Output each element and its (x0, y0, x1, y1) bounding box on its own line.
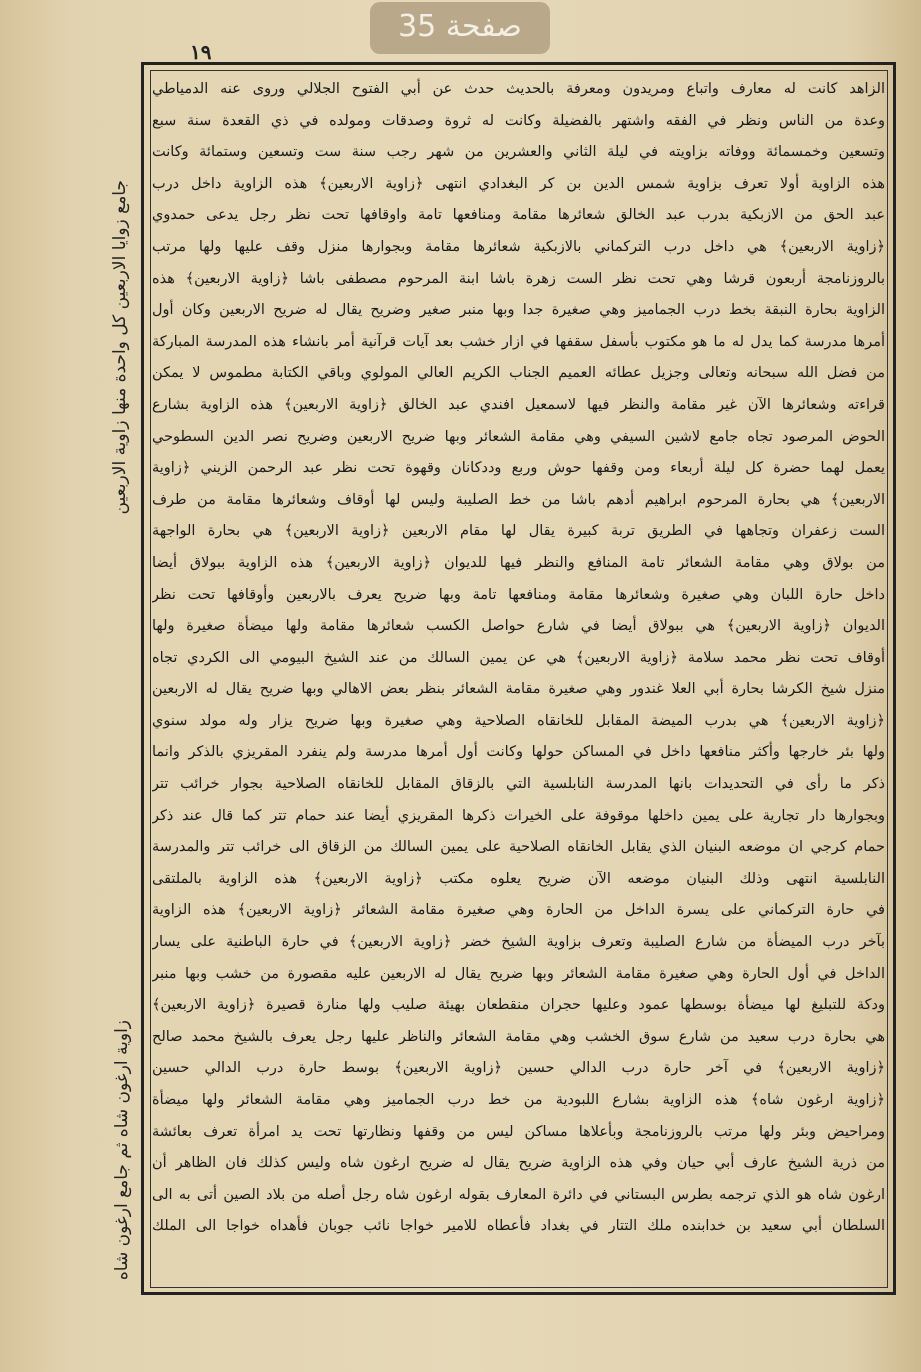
body-text (152, 74, 885, 1243)
text-line: عبد الحق من الازبكية بدرب عبد الخالق شعائرها مقامة ومنافعها تامة واوقافها تحت نظر رجل يدعى حمدوي (152, 207, 885, 224)
text-line: من ذرية الشيخ عارف أبي حيان وفي هذه الزاوية ضريح يقال له ضريح ارغون شاه وليس كذلك فان الظاهر أن (152, 1155, 885, 1172)
text-line: الزاوية بحارة النبقة بخط درب الجماميز وهي صغيرة جدا وبها منبر صغير وضريح يقال له ضريح الاربعين وكان أول (152, 302, 885, 319)
text-line: أوقاف تحت نظر محمد سلامة ﴿زاوية الاربعين﴾ هي عن يمين السالك من عند الشيخ البيومي الى الكردي تجاه (152, 649, 885, 666)
text-line: ومراحيض وبئر ولها مرتب بالروزنامجة وبأعلاها مساكن ليس من وقفها ونظارتها تحت يد امرأة تعرف بعائشة (152, 1123, 885, 1140)
page-number-badge: صفحة 35 (370, 2, 550, 54)
text-line: الديوان ﴿زاوية الاربعين﴾ هي ببولاق أيضا في شارع حواصل الكسب شعائرها مقامة ولها ميضأة صغيرة ولها (152, 618, 885, 635)
text-line: في حارة التركماني على يسرة الداخل من الحارة وهي صغيرة مقامة الشعائر ﴿زاوية الاربعين﴾ هذه الزاوية (152, 902, 885, 919)
margin-note-top: جامع زوايا الاربعين كل واحدة منها زاوية الاربعين (110, 180, 130, 515)
text-line: ﴿زاوية الاربعين﴾ في آخر حارة درب الدالي حسين ﴿زاوية الاربعين﴾ بوسط حارة درب الدالي حسين (152, 1060, 885, 1077)
printed-page-number: ١٩ (190, 40, 212, 64)
text-line: قراءته وشعائرها الآن غير مقامة والنظر فيها لاسمعيل افندي عبد الخالق ﴿زاوية الاربعين﴾ هذه الزاوية بشارع (152, 396, 885, 413)
text-line: حمام كرجي ان موضعه البنيان الذي يقابل الخانقاه الصلاحية على يمين السالك من الزقاق الى خرائب تتر والمدرسة (152, 839, 885, 856)
text-line: ارغون شاه هو الذي ترجمه بطرس البستاني في دائرة المعارف بقوله ارغون شاه رجل أصله من بلاد الصين أتى به الى (152, 1186, 885, 1203)
text-line: السلطان أبي سعيد بن خدابنده ملك التتار في بغداد فأعطاه للامير خواجا نائب جوبان فأهداه خواجا الى الملك (152, 1218, 885, 1235)
text-line: ﴿زاوية الاربعين﴾ هي داخل درب التركماني بالازبكية شعائرها مقامة وبجوارها منزل وقف عليها ولها مرتب (152, 238, 885, 255)
text-line: هذه الزاوية أولا تعرف بزاوية شمس الدين بن كر البغدادي انتهى ﴿زاوية الاربعين﴾ هذه الزاوية داخل درب (152, 175, 885, 192)
text-line: هي بحارة درب سعيد من شارع سوق الخشب وهي مقامة الشعائر والناظر عليها رجل يعرف بالشيخ محمد صالح (152, 1028, 885, 1045)
text-line: داخل حارة اللبان وهي صغيرة وشعائرها مقامة ومنافعها تامة وبها ضريح يعرف بالاربعين وأوقافها تحت نظر (152, 586, 885, 603)
text-line: بالروزنامجة أربعون قرشا وهي تحت نظر الست زهرة باشا ابنة المرحوم مصطفى باشا ﴿زاوية الاربعين﴾ هذه (152, 270, 885, 287)
text-line: الزاهد كانت له معارف واتباع ومريدون ومعرفة بالحديث حدث عن أبي الفتوح الجلالي وروى عنه الدمياطي (152, 81, 885, 97)
text-line: بآخر درب الميضأة من شارع الصليبة وتعرف بزاوية الشيخ خضر ﴿زاوية الاربعين﴾ في حارة الباطنية على يسار (152, 934, 885, 951)
text-line: الست زعفران وتجاهها في الطريق تربة كبيرة يقال لها مقام الاربعين ﴿زاوية الاربعين﴾ هي بحارة الواجهة (152, 523, 885, 540)
text-line: ودكة للتبليغ لها ميضأة بوسطها عمود وعليها حجران منقطعان بهيئة صليب ولها منارة قصيرة ﴿زاوية الاربعين﴾ (152, 997, 885, 1014)
text-line: النابلسية انتهى وذلك البنيان موضعه الآن ضريح يعلوه مكتب ﴿زاوية الاربعين﴾ هذه الزاوية بالملتقى (152, 870, 885, 887)
text-line: ﴿زاوية ارغون شاه﴾ هذه الزاوية بشارع اللبودية من خط درب الجماميز وهي مقامة الشعائر ولها ميضأة (152, 1092, 885, 1108)
text-line: أمرها مدرسة كما يدل له ما هو مكتوب بأسفل سقفها في ازار خشب بعد آيات قرآنية أمر بانشاء هذه المدرسة المباركة (152, 333, 885, 350)
margin-note-bottom: زاوية ارغون شاه ثم جامع ارغون شاه (112, 1020, 132, 1281)
text-line: ولها بئر خارجها وأكثر منافعها داخل في المساكن حولها وكانت أول أمرها مدرسة ولم ينفرد المقريزي بالذكر وانما (152, 744, 885, 761)
text-line: من بولاق وهي مقامة الشعائر تامة المنافع والنظر فيها للديوان ﴿زاوية الاربعين﴾ هذه الزاوية ببولاق أيضا (152, 554, 885, 571)
text-line: وبجوارها دار تجارية على يمين داخلها موقوفة على الخيرات ذكرها المقريزي أيضا عند حمام تتر كما قال عند ذكر (152, 807, 885, 824)
text-line: يعمل لهما حضرة كل ليلة أربعاء ومن وقفها حوش وربع وددكانان وقهوة تحت نظر عبد الرحمن الزيني ﴿زاوية (152, 460, 885, 477)
text-line: منزل شيخ الكرشا بحارة أبي العلا غندور وهي صغيرة مقامة الشعائر بنظر بعض الاهالي وبها ضريح يقال له الاربعين (152, 681, 885, 698)
text-line: وتسعين وخمسمائة ووفاته بزاويته في ليلة الثاني والعشرين من شهر رجب سنة ست وتسعين وستمائة وكانت (152, 144, 885, 161)
text-line: وعدة من الناس ونظر في الفقه واشتهر بالفضيلة وكانت له ثروة وصدقات ومولده في ذي القعدة سنة سبع (152, 112, 885, 129)
text-line: الداخل في أول الحارة وهي صغيرة مقامة الشعائر وبها ضريح يقال له الاربعين عليه مقصورة من خشب وبها منبر (152, 965, 885, 982)
text-line: ﴿زاوية الاربعين﴾ هي بدرب الميضة المقابل للخانقاه الصلاحية وهي صغيرة وبها ضريح يزار وله مولد سنوي (152, 712, 885, 729)
text-line: من فضل الله سبحانه وتعالى وجزيل عطائه العميم الجناب الكريم العالي المولوي وباقي الكتابة مطموس لا يمكن (152, 365, 885, 382)
text-line: ذكر ما رأى في التحديدات بانها المدرسة النابلسية التي بالزقاق المقابل للخانقاه الصلاحية بجوار خرائب تتر (152, 776, 885, 793)
text-line: الحوض المرصود تجاه جامع لاشين السيفي وهي مقامة الشعائر وبها ضريح الاربعين وضريح نصر الدين السطوحي (152, 428, 885, 445)
text-line: الاربعين﴾ هي بحارة المرحوم ابراهيم أدهم باشا من خط الصليبة وليس لها أوقاف وشعائرها مقامة من طرف (152, 491, 885, 508)
